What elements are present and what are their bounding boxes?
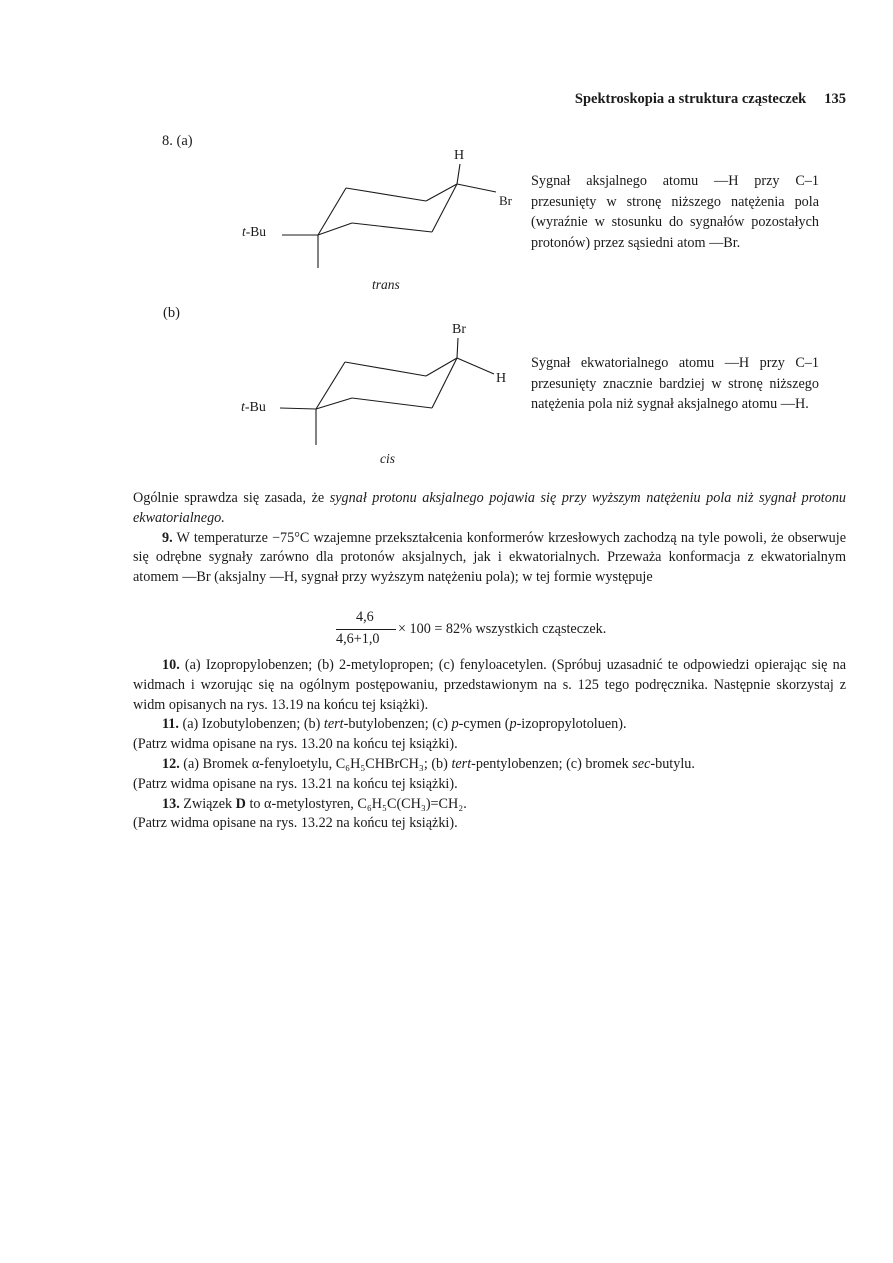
page-number: 135 xyxy=(824,91,846,107)
cis-caption: cis xyxy=(380,451,395,466)
question-10-text: (a) Izopropylobenzen; (b) 2-metylopropen; (c) fenyloacetylen. (Spróbuj uzasadnić te odpowiedzi opierając się na widmach i wzorując się na ogólnym postępowaniu, przedstawionym na s. 125 tego podręcznika. Następnie skorzystaj z widm opisanych na rys. 13.19 na końcu tej książki). xyxy=(133,657,847,713)
question-11-part-a: (a) Izobutylobenzen; (b) xyxy=(182,716,321,733)
tert-prefix: tert xyxy=(323,716,344,733)
running-title: Spektroskopia a struktura cząsteczek xyxy=(574,91,807,107)
question-12-number: 12. xyxy=(162,755,180,772)
tert-prefix-2: tert xyxy=(451,755,472,772)
question-12-part-a: (a) Bromek α-fenyloetylu, C₆H₅CHBrCH₃; (b) xyxy=(183,755,448,772)
general-rule-paragraph xyxy=(133,489,846,588)
part-b-label: (b) xyxy=(163,305,180,321)
fraction-numerator: 4,6 xyxy=(356,609,374,625)
cis-description: Sygnał ekwatorialnego atomu —H przy C–1 przesunięty znacznie bardziej w stronę niższego natężenia pola niż sygnał aksjalnego atomu —H. xyxy=(531,355,819,412)
answers-10-13 xyxy=(133,656,846,834)
question-11-part-c: -cymen ( xyxy=(458,716,510,733)
trans-description: Sygnał aksjalnego atomu —H przy C–1 przesunięty w stronę niższego natężenia pola (wyraźnie w stosunku do sygnałów pozostałych protonów) przez sąsiedni atom —Br. xyxy=(531,173,819,251)
cis-chair-structure xyxy=(236,320,516,450)
trans-tbu-label: t-Bu xyxy=(242,224,267,239)
trans-caption: trans xyxy=(372,277,400,292)
para-prefix: p xyxy=(451,716,459,733)
para-prefix-2: p xyxy=(509,716,517,733)
question-11-number: 11. xyxy=(162,716,179,733)
general-rule-lead: Ogólnie sprawdza się zasada, że xyxy=(133,490,325,506)
question-12 xyxy=(133,755,846,775)
part-a-label: (a) xyxy=(176,133,193,149)
trans-br-label: Br xyxy=(499,193,512,208)
fraction-bar xyxy=(336,629,396,630)
cis-tbu-label: t-Bu xyxy=(241,400,266,415)
question-9-text: W temperaturze −75°C wzajemne przekształcenia konformerów krzesłowych zachodzą na tyle powoli, że obserwuje się odrębne sygnały zarówno dla protonów aksjalnych, jak i ekwatorialnych. Przeważa konformacja z ekwatorialnym atomem —Br (aksjalny —H, sygnał przy wyższym natężeniu pola); w tej formie występuje xyxy=(133,529,846,586)
sec-prefix: sec xyxy=(632,755,651,772)
question-12-ref: (Patrz widma opisane na rys. 13.21 na końcu tej książki). xyxy=(133,775,458,792)
general-rule-emphasis: sygnał protonu aksjalnego pojawia się przy wyższym natężeniu pola niż sygnał protonu ekwatorialnego. xyxy=(133,490,847,526)
question-11-part-b: -butylobenzen; (c) xyxy=(343,716,449,733)
running-header xyxy=(500,91,846,108)
question-13-ref: (Patrz widma opisane na rys. 13.22 na końcu tej książki). xyxy=(133,815,458,832)
question-13-lead: Związek xyxy=(183,795,233,812)
formula-result: × 100 = 82% wszystkich cząsteczek. xyxy=(398,621,607,637)
cis-h-label: H xyxy=(496,371,507,386)
question-11-ref: (Patrz widma opisane na rys. 13.20 na końcu tej książki). xyxy=(133,736,458,753)
trans-h-label: H xyxy=(454,148,465,163)
question-10-number: 10. xyxy=(162,657,180,673)
question-12-part-b: -pentylobenzen; (c) bromek xyxy=(471,755,629,772)
question-13-text: to α-metylostyren, C₆H₅C(CH₃)=CH₂. xyxy=(249,795,467,812)
question-12-part-c: -butylu. xyxy=(650,755,695,772)
question-13 xyxy=(133,795,846,815)
cis-chair-drawing xyxy=(236,320,516,450)
trans-chair-structure xyxy=(236,144,516,294)
question-11-part-c-end: -izopropylotoluen). xyxy=(516,716,627,733)
fraction-denominator: 4,6+1,0 xyxy=(336,631,380,647)
question-number: 8. xyxy=(162,133,173,149)
question-13-number: 13. xyxy=(162,795,180,812)
trans-chair-drawing xyxy=(236,144,516,294)
compound-label: D xyxy=(235,795,246,812)
percentage-formula xyxy=(336,609,756,647)
question-11 xyxy=(133,715,846,735)
question-9-number: 9. xyxy=(162,529,173,546)
cis-br-label: Br xyxy=(452,322,466,337)
question-10 xyxy=(133,656,846,715)
question-8-label xyxy=(162,133,193,150)
